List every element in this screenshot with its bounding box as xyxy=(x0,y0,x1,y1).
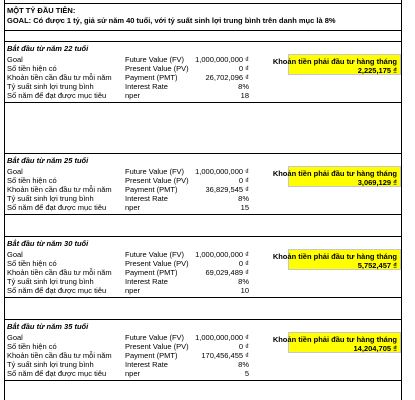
value-pv: 0 ₫ xyxy=(238,64,249,73)
block-top-border xyxy=(4,236,401,237)
row-label-present: Số tiền hiện có xyxy=(7,342,57,351)
block-bottom-border xyxy=(4,214,401,215)
value-pmt: 26,702,096 ₫ xyxy=(205,73,249,82)
row-label-goal: Goal xyxy=(7,167,23,176)
row-label-rate: Tỷ suất sinh lợi trung bình xyxy=(7,360,94,369)
param-label-pmt: Payment (PMT) xyxy=(125,268,178,277)
value-rate: 8% xyxy=(238,277,249,286)
block-bottom-border xyxy=(4,297,401,298)
param-label-fv: Future Value (FV) xyxy=(125,55,185,64)
param-label-pmt: Payment (PMT) xyxy=(125,351,178,360)
row-label-present: Số tiền hiện có xyxy=(7,64,57,73)
monthly-label: Khoản tiền phải đầu tư hàng tháng xyxy=(272,335,397,344)
param-label-rate: Interest Rate xyxy=(125,82,168,91)
value-fv: 1,000,000,000 ₫ xyxy=(195,250,249,259)
block-bottom-border xyxy=(4,380,401,381)
param-label-nper: nper xyxy=(125,286,141,295)
block-top-border xyxy=(4,41,401,42)
scenario-block-4 xyxy=(0,319,415,381)
monthly-highlight xyxy=(272,249,401,270)
header-top-border xyxy=(4,3,401,4)
value-fv: 1,000,000,000 ₫ xyxy=(195,167,249,176)
row-label-nper: Số năm để đạt được mục tiêu xyxy=(7,369,107,378)
header-bottom-border xyxy=(4,30,401,31)
header-title: MỘT TỶ ĐẦU TIÊN: xyxy=(7,6,76,15)
block-top-border xyxy=(4,319,401,320)
param-label-fv: Future Value (FV) xyxy=(125,250,185,259)
value-pmt: 170,456,455 ₫ xyxy=(201,351,249,360)
row-label-payment: Khoản tiền cần đầu tư mỗi năm xyxy=(7,73,112,82)
value-rate: 8% xyxy=(238,82,249,91)
scenario-title: Bắt đầu từ năm 35 tuổi xyxy=(7,322,89,331)
param-label-pv: Present Value (PV) xyxy=(125,342,189,351)
value-fv: 1,000,000,000 ₫ xyxy=(195,55,249,64)
row-label-nper: Số năm để đạt được mục tiêu xyxy=(7,286,107,295)
monthly-value: 5,752,457 ₫ xyxy=(357,261,397,270)
value-nper: 15 xyxy=(240,203,249,212)
value-pv: 0 ₫ xyxy=(238,342,249,351)
param-label-pv: Present Value (PV) xyxy=(125,64,189,73)
row-label-present: Số tiền hiện có xyxy=(7,176,57,185)
param-label-rate: Interest Rate xyxy=(125,360,168,369)
param-label-fv: Future Value (FV) xyxy=(125,333,185,342)
param-label-pv: Present Value (PV) xyxy=(125,176,189,185)
scenario-block-1 xyxy=(0,41,415,103)
param-label-rate: Interest Rate xyxy=(125,277,168,286)
param-label-nper: nper xyxy=(125,203,141,212)
header-goal: GOAL: Có được 1 tỷ, giả sử năm 40 tuổi, với tỷ suất sinh lợi trung bình trên danh mục là 8% xyxy=(7,16,336,25)
row-label-payment: Khoản tiền cần đầu tư mỗi năm xyxy=(7,268,112,277)
monthly-value: 3,069,129 ₫ xyxy=(357,178,397,187)
monthly-highlight xyxy=(272,166,401,187)
value-nper: 10 xyxy=(240,286,249,295)
value-pv: 0 ₫ xyxy=(238,176,249,185)
block-bottom-border xyxy=(4,102,401,103)
param-label-nper: nper xyxy=(125,369,141,378)
monthly-highlight xyxy=(272,332,401,353)
scenario-title: Bắt đầu từ năm 30 tuổi xyxy=(7,239,89,248)
row-label-present: Số tiền hiện có xyxy=(7,259,57,268)
monthly-value: 2,225,175 ₫ xyxy=(357,66,397,75)
row-label-rate: Tỷ suất sinh lợi trung bình xyxy=(7,277,94,286)
row-label-payment: Khoản tiền cần đầu tư mỗi năm xyxy=(7,185,112,194)
monthly-value: 14,204,705 ₫ xyxy=(353,344,397,353)
scenario-title: Bắt đầu từ năm 22 tuổi xyxy=(7,44,89,53)
param-label-pv: Present Value (PV) xyxy=(125,259,189,268)
row-label-goal: Goal xyxy=(7,333,23,342)
row-label-payment: Khoản tiền cần đầu tư mỗi năm xyxy=(7,351,112,360)
block-top-border xyxy=(4,153,401,154)
value-nper: 18 xyxy=(240,91,249,100)
value-rate: 8% xyxy=(238,360,249,369)
row-label-goal: Goal xyxy=(7,250,23,259)
param-label-rate: Interest Rate xyxy=(125,194,168,203)
param-label-pmt: Payment (PMT) xyxy=(125,185,178,194)
value-fv: 1,000,000,000 ₫ xyxy=(195,333,249,342)
row-label-rate: Tỷ suất sinh lợi trung bình xyxy=(7,82,94,91)
monthly-label: Khoản tiền phải đầu tư hàng tháng xyxy=(272,169,397,178)
value-pmt: 36,829,545 ₫ xyxy=(205,185,249,194)
param-label-nper: nper xyxy=(125,91,141,100)
param-label-pmt: Payment (PMT) xyxy=(125,73,178,82)
scenario-block-3 xyxy=(0,236,415,298)
row-label-goal: Goal xyxy=(7,55,23,64)
row-label-nper: Số năm để đạt được mục tiêu xyxy=(7,203,107,212)
value-pmt: 69,029,489 ₫ xyxy=(205,268,249,277)
row-label-nper: Số năm để đạt được mục tiêu xyxy=(7,91,107,100)
value-pv: 0 ₫ xyxy=(238,259,249,268)
param-label-fv: Future Value (FV) xyxy=(125,167,185,176)
row-label-rate: Tỷ suất sinh lợi trung bình xyxy=(7,194,94,203)
value-rate: 8% xyxy=(238,194,249,203)
scenario-block-2 xyxy=(0,153,415,215)
monthly-label: Khoản tiền phải đầu tư hàng tháng xyxy=(272,57,397,66)
monthly-label: Khoản tiền phải đầu tư hàng tháng xyxy=(272,252,397,261)
scenario-title: Bắt đầu từ năm 25 tuổi xyxy=(7,156,89,165)
monthly-highlight xyxy=(272,54,401,75)
value-nper: 5 xyxy=(244,369,249,378)
